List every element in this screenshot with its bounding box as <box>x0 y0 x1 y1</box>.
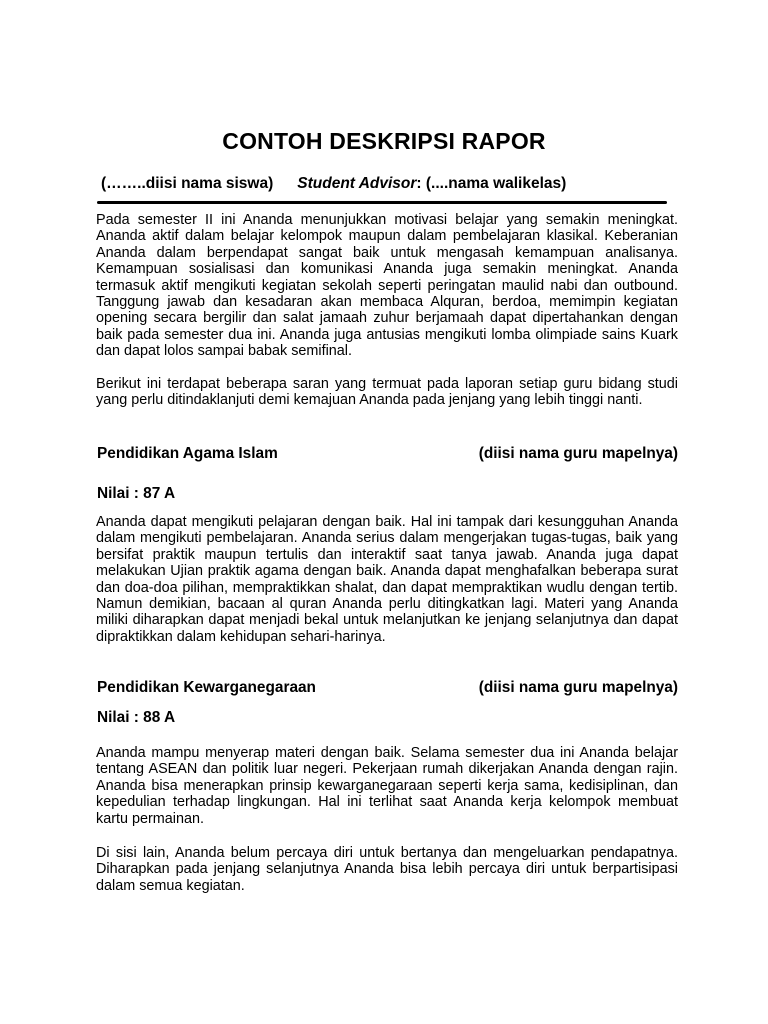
intro-paragraph-2: Berikut ini terdapat beberapa saran yang termuat pada laporan setiap guru bidang studi yang perlu ditindaklanjuti demi kemajuan Ananda pada jenjang yang lebih tinggi nanti. <box>96 376 678 409</box>
subject-heading-kewarganegaraan <box>97 679 678 697</box>
subject-description-kewarganegaraan-2: Di sisi lain, Ananda belum percaya diri untuk bertanya dan mengeluarkan pendapatnya. Diharapkan pada jenjang selanjutnya Ananda bisa lebih percaya diri untuk berpartisipasi dalam semua kegiatan. <box>96 845 678 894</box>
subject-heading-agama <box>97 445 678 463</box>
subject-name: Pendidikan Agama Islam <box>97 445 278 462</box>
subject-teacher: (diisi nama guru mapelnya) <box>478 445 678 462</box>
subject-description-kewarganegaraan-1: Ananda mampu menyerap materi dengan baik. Selama semester dua ini Ananda belajar tentang ASEAN dan politik luar negeri. Pekerjaan rumah dikerjakan Ananda dengan rajin. Ananda bisa menerapkan prinsip kewarganegaraan seperti kerja sama, kedisiplinan, dan kepedulian terhadap lingkungan. Hal ini terlihat saat Ananda kerja kelompok membuat kartu permainan. <box>96 745 678 827</box>
student-advisor-line <box>101 175 661 193</box>
subject-grade-kewarganegaraan: Nilai : 88 A <box>97 709 176 726</box>
subject-grade-agama: Nilai : 87 A <box>97 485 176 502</box>
subject-description-agama: Ananda dapat mengikuti pelajaran dengan baik. Hal ini tampak dari kesungguhan Ananda dalam mengikuti pembelajaran. Ananda serius dalam mengerjakan tugas-tugas, baik yang bersifat praktik maupun tertulis dan interaktif saat tanya jawab. Ananda juga dapat melakukan Ujian praktik agama dengan baik. Ananda dapat menghafalkan beberapa surat dan doa-doa pilihan, mempraktikkan shalat, dan dapat mempraktikan wudlu dengan tertib. Namun demikian, bacaan al quran Ananda perlu ditingkatkan lagi. Materi yang Ananda miliki diharapkan dapat menjadi bekal untuk melanjutkan ke jenjang selanjutnya dan dapat dipraktikkan dalam kehidupan sehari-harinya. <box>96 514 678 645</box>
subject-teacher: (diisi nama guru mapelnya) <box>478 679 678 696</box>
advisor-name-placeholder: : (....nama walikelas) <box>416 175 567 192</box>
document-title: CONTOH DESKRIPSI RAPOR <box>222 128 546 154</box>
intro-paragraph-1: Pada semester II ini Ananda menunjukkan motivasi belajar yang semakin meningkat. Ananda aktif dalam belajar kelompok maupun dalam pembelajaran klasikal. Keberanian Ananda dalam berpendapat sangat baik untuk mengasah kemampuan analisanya. Kemampuan sosialisasi dan komunikasi Ananda juga semakin meningkat. Ananda termasuk aktif mengikuti kegiatan sekolah seperti peringatan maulid nabi dan outbound. Tanggung jawab dan kesadaran akan membaca Alquran, berdoa, memimpin kegiatan opening secara bergilir dan salat jamaah zuhur berjamaah dapat dipertahankan dengan baik pada semester dua ini. Ananda juga antusias mengikuti lomba olimpiade sains Kuark dan dapat lolos sampai babak semifinal. <box>96 212 678 360</box>
header-divider <box>97 201 667 204</box>
subject-name: Pendidikan Kewarganegaraan <box>97 679 316 696</box>
advisor-label: Student Advisor <box>297 175 417 192</box>
advisor-group <box>297 175 566 192</box>
student-name-placeholder: (……..diisi nama siswa) <box>101 175 274 192</box>
